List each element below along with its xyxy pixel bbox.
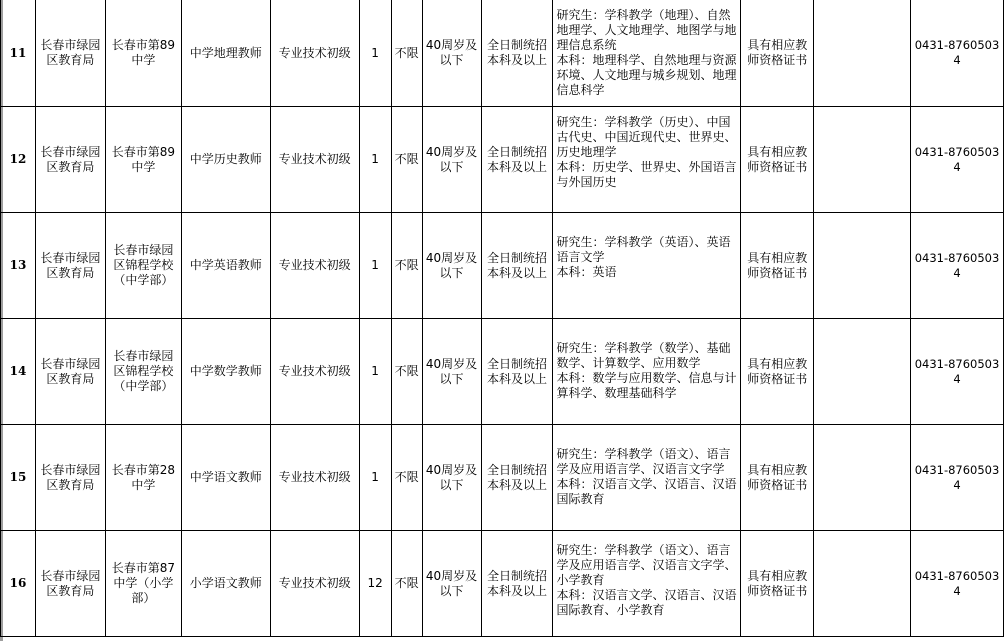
row-number: 13 (1, 213, 36, 319)
department-cell: 长春市绿园区教育局 (35, 213, 105, 319)
table-row (1, 107, 1004, 213)
education-cell: 全日制统招本科及以上 (481, 531, 553, 637)
row-number: 11 (1, 0, 36, 107)
gender-cell: 不限 (391, 213, 422, 319)
empty-cell (814, 213, 911, 319)
department-cell: 长春市绿园区教育局 (35, 107, 105, 213)
undergraduate-majors: 本科：地理科学、自然地理与资源环境、人文地理与城乡规划、地理信息科学 (556, 53, 737, 97)
count-cell: 12 (359, 531, 391, 637)
undergraduate-majors: 本科：汉语言文学、汉语言、汉语国际教育、小学教育 (556, 588, 737, 617)
age-cell: 40周岁及以下 (422, 0, 481, 107)
certificate-cell: 具有相应教师资格证书 (741, 0, 814, 107)
level-cell: 专业技术初级 (270, 425, 359, 531)
education-cell: 全日制统招本科及以上 (481, 107, 553, 213)
table-row (1, 213, 1004, 319)
age-cell: 40周岁及以下 (422, 107, 481, 213)
row-number: 16 (1, 531, 36, 637)
table-row (1, 425, 1004, 531)
post-cell: 中学语文教师 (181, 425, 270, 531)
count-cell: 1 (359, 0, 391, 107)
undergraduate-majors: 本科：历史学、世界史、外国语言与外国历史 (556, 160, 737, 189)
empty-cell (814, 107, 911, 213)
school-cell: 长春市绿园区锦程学校（中学部） (105, 319, 181, 425)
department-cell: 长春市绿园区教育局 (35, 425, 105, 531)
post-cell: 小学语文教师 (181, 531, 270, 637)
phone-cell: 0431-87605034 (911, 107, 1004, 213)
post-cell: 中学数学教师 (181, 319, 270, 425)
major-requirement-cell (553, 0, 741, 107)
certificate-cell: 具有相应教师资格证书 (741, 425, 814, 531)
post-cell: 中学历史教师 (181, 107, 270, 213)
row-number: 14 (1, 319, 36, 425)
graduate-majors: 研究生：学科教学（语文）、语言学及应用语言学、汉语言文字学、小学教育 (556, 543, 737, 587)
table-row (1, 531, 1004, 637)
age-cell: 40周岁及以下 (422, 531, 481, 637)
undergraduate-majors: 本科：英语 (556, 265, 617, 279)
empty-cell (814, 0, 911, 107)
graduate-majors: 研究生：学科教学（语文）、语言学及应用语言学、汉语言文字学 (556, 447, 731, 476)
phone-cell: 0431-87605034 (911, 213, 1004, 319)
major-requirement-cell (553, 531, 741, 637)
count-cell: 1 (359, 319, 391, 425)
level-cell: 专业技术初级 (270, 319, 359, 425)
post-cell: 中学地理教师 (181, 0, 270, 107)
level-cell: 专业技术初级 (270, 0, 359, 107)
phone-cell: 0431-87605034 (911, 425, 1004, 531)
education-cell: 全日制统招本科及以上 (481, 0, 553, 107)
count-cell: 1 (359, 107, 391, 213)
school-cell: 长春市第28中学 (105, 425, 181, 531)
certificate-cell: 具有相应教师资格证书 (741, 213, 814, 319)
undergraduate-majors: 本科：数学与应用数学、信息与计算科学、数理基础科学 (556, 371, 737, 400)
graduate-majors: 研究生：学科教学（数学）、基础数学、计算数学、应用数学 (556, 341, 731, 370)
level-cell: 专业技术初级 (270, 107, 359, 213)
table-row (1, 0, 1004, 107)
row-number: 15 (1, 425, 36, 531)
education-cell: 全日制统招本科及以上 (481, 425, 553, 531)
department-cell: 长春市绿园区教育局 (35, 0, 105, 107)
level-cell: 专业技术初级 (270, 531, 359, 637)
phone-cell: 0431-87605034 (911, 319, 1004, 425)
department-cell: 长春市绿园区教育局 (35, 319, 105, 425)
count-cell: 1 (359, 425, 391, 531)
undergraduate-majors: 本科：汉语言文学、汉语言、汉语国际教育 (556, 477, 737, 506)
certificate-cell: 具有相应教师资格证书 (741, 107, 814, 213)
graduate-majors: 研究生：学科教学（历史）、中国古代史、中国近现代史、世界史、历史地理学 (556, 115, 737, 159)
post-cell: 中学英语教师 (181, 213, 270, 319)
school-cell: 长春市第89中学 (105, 0, 181, 107)
age-cell: 40周岁及以下 (422, 319, 481, 425)
empty-cell (814, 531, 911, 637)
gender-cell: 不限 (391, 0, 422, 107)
school-cell: 长春市第89中学 (105, 107, 181, 213)
age-cell: 40周岁及以下 (422, 213, 481, 319)
graduate-majors: 研究生：学科教学（英语）、英语语言文学 (556, 235, 731, 264)
major-requirement-cell (553, 213, 741, 319)
gender-cell: 不限 (391, 319, 422, 425)
school-cell: 长春市绿园区锦程学校（中学部） (105, 213, 181, 319)
graduate-majors: 研究生：学科教学（地理）、自然地理学、人文地理学、地图学与地理信息系统 (556, 8, 737, 52)
department-cell: 长春市绿园区教育局 (35, 531, 105, 637)
count-cell: 1 (359, 213, 391, 319)
empty-cell (814, 425, 911, 531)
major-requirement-cell (553, 107, 741, 213)
empty-cell (814, 319, 911, 425)
gender-cell: 不限 (391, 531, 422, 637)
phone-cell: 0431-87605034 (911, 0, 1004, 107)
education-cell: 全日制统招本科及以上 (481, 319, 553, 425)
gender-cell: 不限 (391, 425, 422, 531)
certificate-cell: 具有相应教师资格证书 (741, 531, 814, 637)
age-cell: 40周岁及以下 (422, 425, 481, 531)
major-requirement-cell (553, 319, 741, 425)
gender-cell: 不限 (391, 107, 422, 213)
row-number: 12 (1, 107, 36, 213)
school-cell: 长春市第87中学（小学部） (105, 531, 181, 637)
table-row (1, 319, 1004, 425)
certificate-cell: 具有相应教师资格证书 (741, 319, 814, 425)
phone-cell: 0431-87605034 (911, 531, 1004, 637)
education-cell: 全日制统招本科及以上 (481, 213, 553, 319)
major-requirement-cell (553, 425, 741, 531)
level-cell: 专业技术初级 (270, 213, 359, 319)
